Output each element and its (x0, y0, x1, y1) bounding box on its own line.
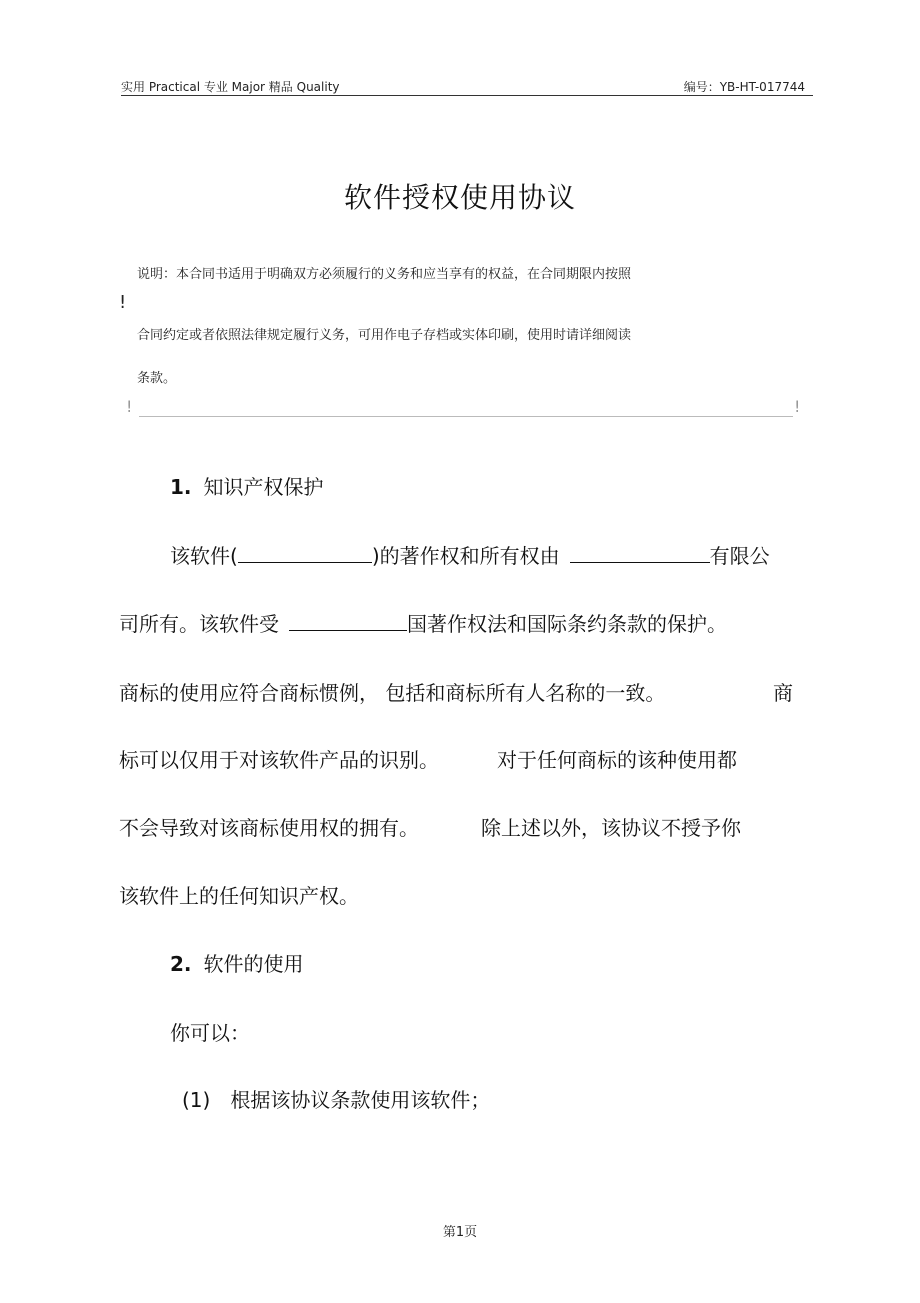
section-2-intro: 你可以： (170, 1021, 250, 1045)
text-fragment: 司所有。该软件受 (119, 612, 279, 636)
section-1-line-4b: 对于任何商标的该种使用都 (497, 748, 737, 772)
section-1-line-5a: 不会导致对该商标使用权的拥有。 (119, 816, 419, 840)
blank-software-name (238, 544, 372, 563)
text-fragment: 该软件( (170, 544, 238, 568)
divider-mark-right: ! (794, 397, 801, 416)
section-1-line-4a: 标可以仅用于对该软件产品的识别。 (119, 748, 439, 772)
divider-mark-left: ! (126, 397, 133, 416)
section-1-line-6: 该软件上的任何知识产权。 (119, 884, 359, 908)
section-2-number: 2. (170, 952, 192, 976)
list-item (182, 1084, 490, 1113)
section-1-line-5b: 除上述以外，该协议不授予你 (481, 816, 741, 840)
section-1-number: 1. (170, 475, 192, 499)
note-line-3: 条款。 (137, 371, 177, 386)
section-1-line-1 (170, 540, 770, 569)
note-mark-1: ! (119, 292, 127, 313)
note-line-1: 说明：本合同书适用于明确双方必须履行的义务和应当享有的权益，在合同期限内按照 (137, 267, 632, 282)
note-line-2: 合同约定或者依照法律规定履行义务，可用作电子存档或实体印刷，使用时请详细阅读 (137, 328, 632, 343)
list-item-text: 根据该协议条款使用该软件； (230, 1088, 491, 1112)
section-2-heading (170, 948, 304, 977)
blank-company-name (570, 544, 710, 563)
text-fragment: 有限公 (709, 544, 770, 568)
section-1-title: 知识产权保护 (203, 475, 324, 499)
section-1-line-2 (119, 608, 727, 637)
page-number: 第1页 (442, 1225, 478, 1240)
note-divider (139, 416, 793, 417)
section-2-title: 软件的使用 (203, 952, 304, 976)
blank-country (289, 612, 407, 631)
text-fragment: )的著作权和所有权由 (371, 544, 560, 568)
text-fragment: 国著作权法和国际条约条款的保护。 (407, 612, 727, 636)
list-item-number: (1) (182, 1088, 211, 1112)
section-1-heading (170, 471, 324, 500)
document-number: 编号：YB-HT-017744 (683, 80, 805, 94)
page-header (121, 77, 813, 96)
document-title: 软件授权使用协议 (343, 181, 576, 214)
header-left-text: 实用 Practical 专业 Major 精品 Quality (121, 80, 340, 94)
section-1-line-3b: 商 (773, 681, 793, 705)
section-1-line-3a: 商标的使用应符合商标惯例， 包括和商标所有人名称的一致。 (119, 681, 666, 705)
